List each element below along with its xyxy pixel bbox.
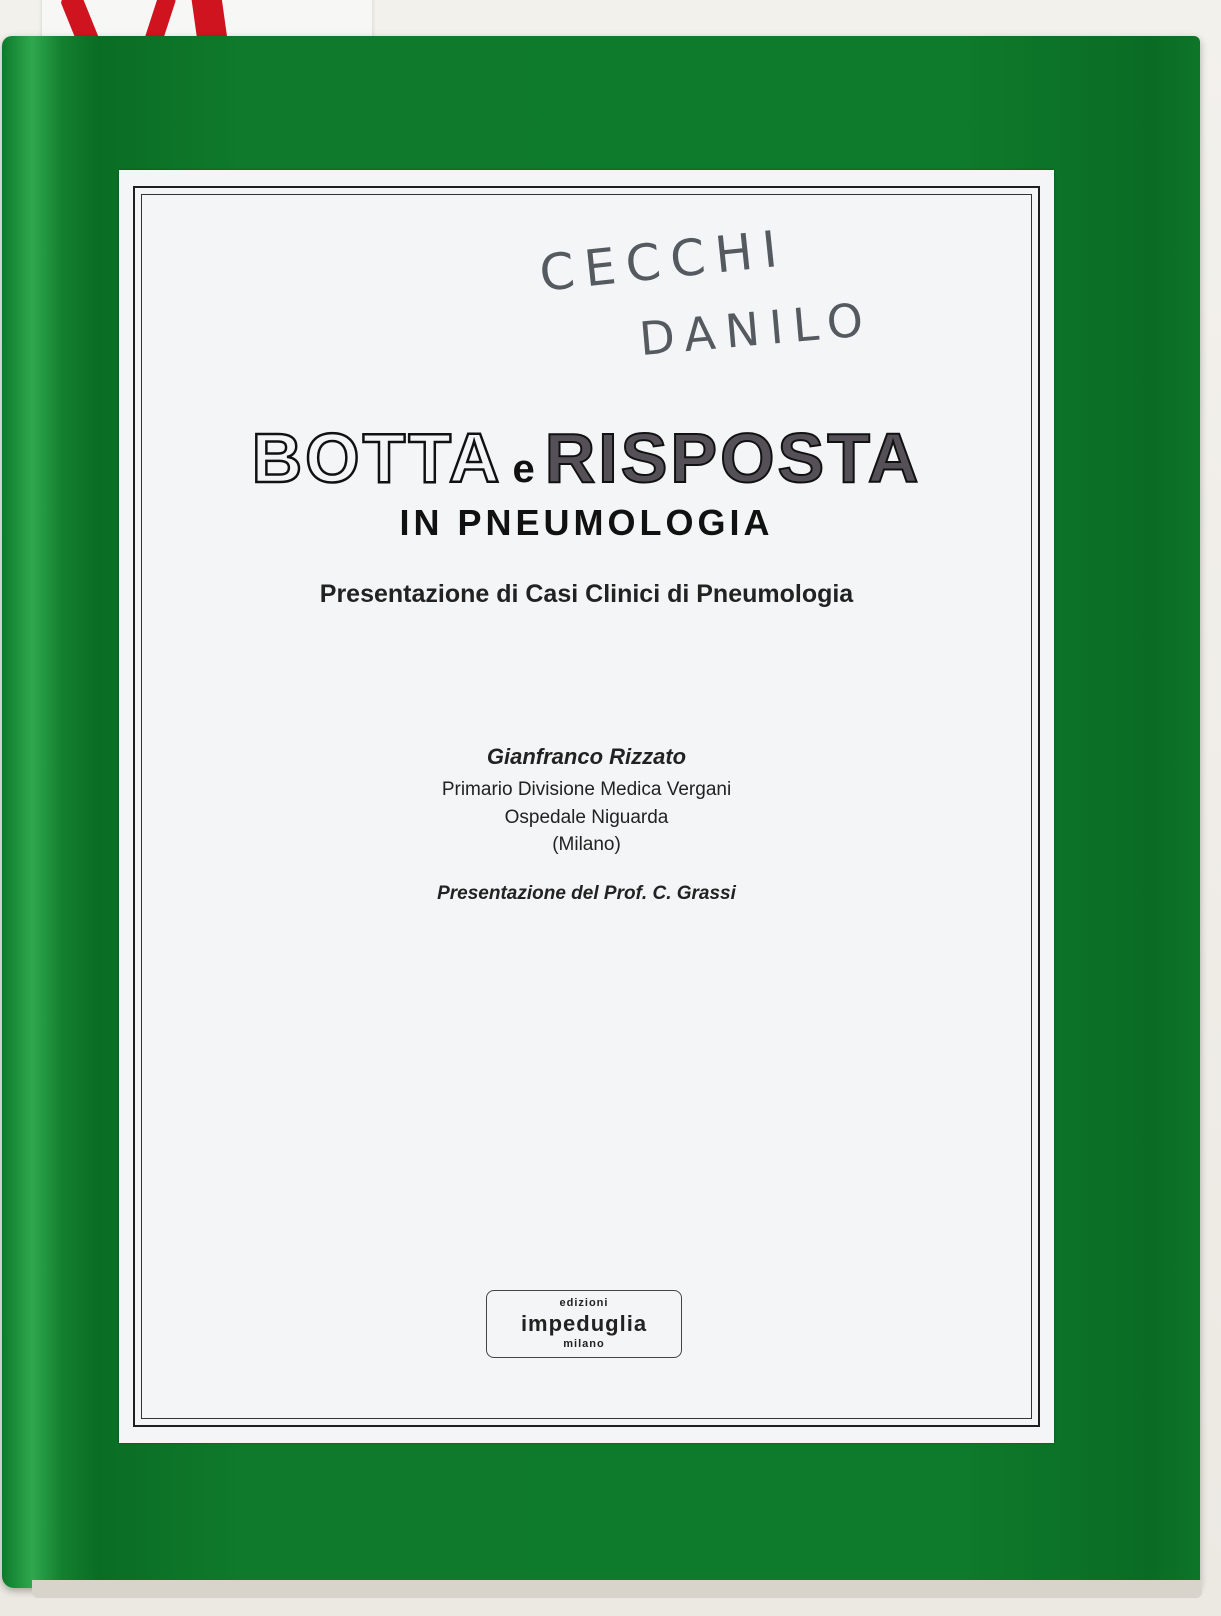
handwriting-line-1: CECCHI	[536, 219, 791, 303]
book-description: Presentazione di Casi Clinici di Pneumologia	[319, 580, 854, 608]
title-word-2: RISPOSTA	[544, 419, 922, 497]
title-word-1: BOTTA	[251, 419, 503, 497]
title-connector: e	[512, 447, 535, 491]
publisher-top-text: edizioni	[559, 1297, 609, 1309]
publisher-logo	[486, 1290, 682, 1358]
handwritten-owner-name	[529, 218, 929, 378]
author-affiliation-2: Ospedale Niguarda	[504, 807, 669, 828]
book-title	[119, 418, 1054, 498]
author-affiliation-1: Primario Divisione Medica Vergani	[441, 779, 732, 800]
author-name: Gianfranco Rizzato	[486, 744, 687, 769]
book-cover	[2, 36, 1200, 1588]
page-edges	[32, 1580, 1202, 1598]
book-subtitle: IN PNEUMOLOGIA	[399, 502, 774, 543]
publisher-name: impeduglia	[520, 1311, 648, 1336]
handwriting-line-2: DANILO	[637, 291, 876, 367]
publisher-city: milano	[563, 1338, 605, 1350]
foreword-credit: Presentazione del Prof. C. Grassi	[437, 883, 736, 904]
cover-label	[119, 170, 1054, 1443]
author-affiliation-3: (Milano)	[552, 834, 621, 855]
